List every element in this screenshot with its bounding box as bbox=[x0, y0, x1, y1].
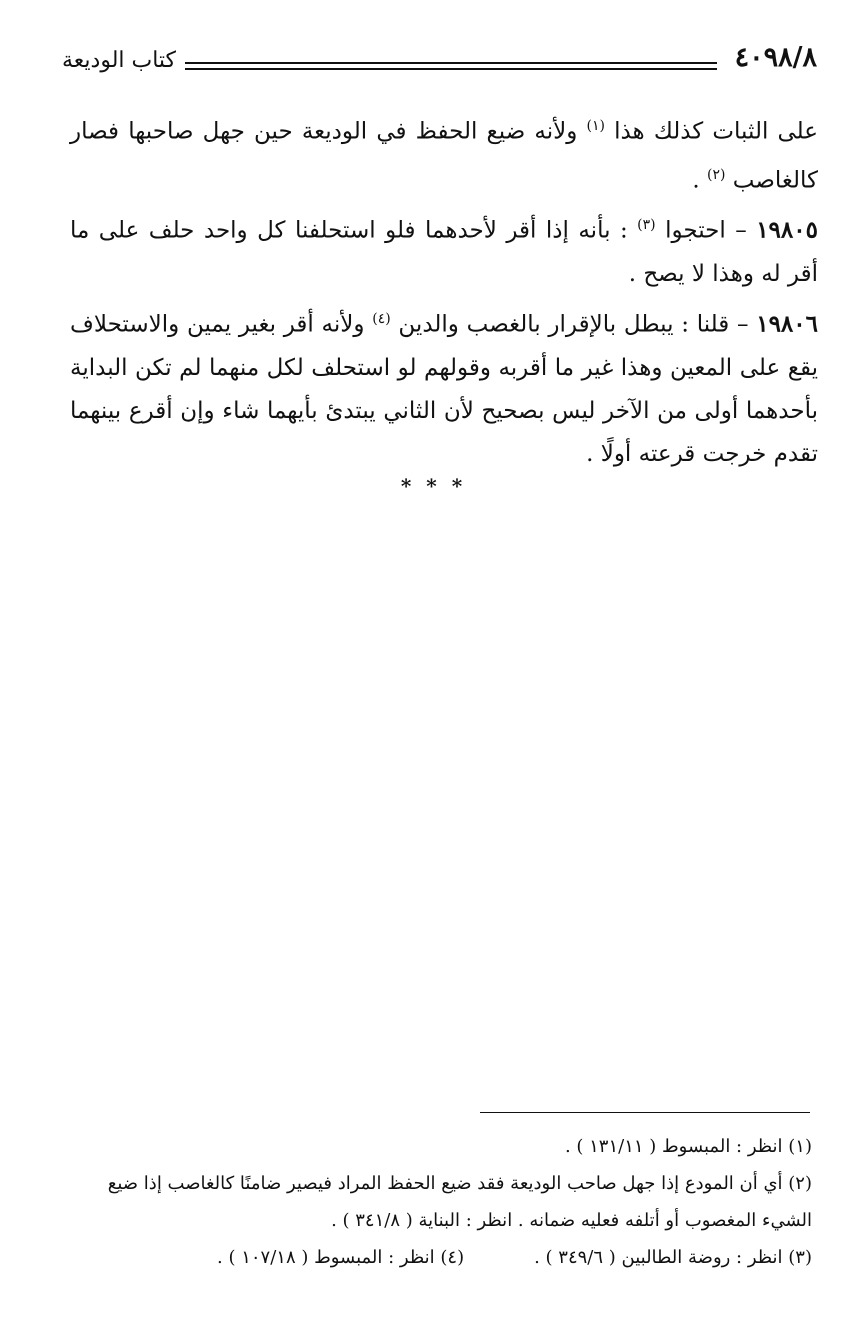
footnote-rule bbox=[480, 1112, 810, 1113]
footnote-1: (١) انظر : المبسوط ( ١٣١/١١ ) . bbox=[564, 1136, 812, 1157]
footnote-ref: (٤) bbox=[372, 310, 391, 327]
footnotes bbox=[60, 1128, 812, 1276]
page-number: ٤٠٩٨/٨ bbox=[734, 42, 817, 73]
footnote-2: (٢) أي أن المودع إذا جهل صاحب الوديعة فقد ضيع الحفظ المراد فيصير ضامنًا كالغاصب إذا ضيع الشيء المغصوب أو أتلفه فعليه ضمانه . انظر : البناية ( ٣٤١/٨ ) . bbox=[107, 1173, 812, 1231]
paragraph-3 bbox=[70, 298, 818, 476]
page-header bbox=[62, 44, 817, 84]
footnote-3: (٣) انظر : روضة الطالبين ( ٣٤٩/٦ ) . bbox=[534, 1247, 812, 1268]
paragraph-text: – احتجوا bbox=[655, 217, 757, 244]
paragraph-number: ١٩٨٠٥ bbox=[756, 216, 818, 244]
paragraph-text: ولأنه ضيع الحفظ في الوديعة حين جهل صاحبها فصار كالغاصب bbox=[70, 118, 818, 194]
paragraph-text: على الثبات كذلك هذا bbox=[604, 118, 818, 145]
main-text bbox=[70, 105, 818, 476]
paragraph-text: ولأنه أقر بغير يمين والاستحلاف يقع على المعين وهذا غير ما أقربه وقولهم لو استحلف لكل منهما لم تكن البداية بأحدهما أولى من الآخر ليس بصحيح لأن الثاني يبتدئ بأيهما شاء وإن أقرع بينهما تقدم خرجت قرعته أولًا . bbox=[70, 311, 818, 467]
paragraph-text: – قلنا : يبطل بالإقرار بالغصب والدين bbox=[390, 311, 757, 338]
book-title: كتاب الوديعة bbox=[62, 48, 177, 73]
paragraph-text: . bbox=[692, 167, 708, 194]
footnote-ref: (٢) bbox=[707, 166, 726, 183]
paragraph-text: : بأنه إذا أقر لأحدهما فلو استحلفنا كل واحد حلف على ما أقر له وهذا لا يصح . bbox=[70, 217, 818, 287]
footnote-ref: (١) bbox=[586, 118, 605, 134]
paragraph-number: ١٩٨٠٦ bbox=[756, 310, 818, 338]
footnote-3-4-line bbox=[60, 1239, 812, 1276]
footnote-ref: (٣) bbox=[637, 217, 656, 234]
section-separator: * * * bbox=[400, 474, 467, 498]
header-double-rule bbox=[185, 62, 717, 70]
paragraph-1 bbox=[70, 105, 818, 202]
paragraph-2 bbox=[70, 204, 818, 296]
footnote-4: (٤) انظر : المبسوط ( ١٠٧/١٨ ) . bbox=[217, 1247, 465, 1268]
